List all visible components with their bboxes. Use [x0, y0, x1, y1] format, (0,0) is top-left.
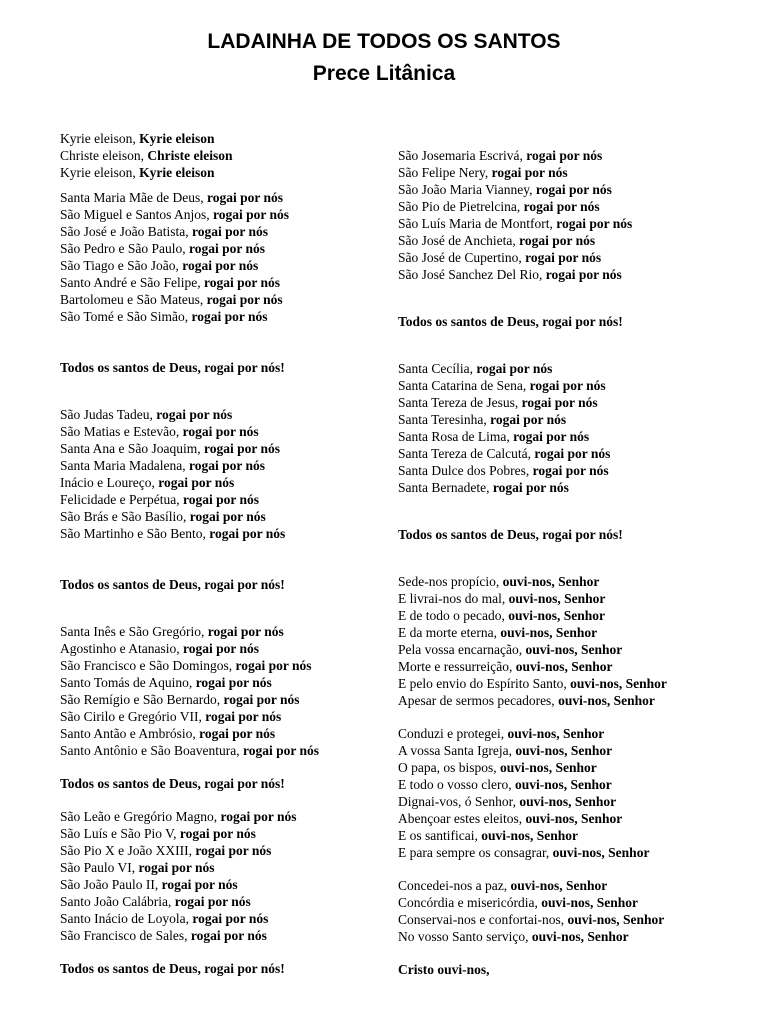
response-text: rogai por nós	[529, 378, 606, 393]
invocation-text: A vossa Santa Igreja,	[398, 743, 516, 758]
response-text: ouvi-nos, Senhor	[567, 912, 665, 927]
invocation-text: São Cirilo e Gregório VII,	[60, 709, 206, 724]
litany-refrain	[60, 359, 285, 376]
litany-line	[398, 928, 629, 945]
litany-line	[60, 808, 296, 825]
invocation-text: São Paulo VI,	[60, 860, 139, 875]
invocation-text: Christe eleison,	[60, 148, 148, 163]
litany-line	[398, 573, 599, 590]
response-text: rogai por nós	[195, 843, 272, 858]
response-text: rogai por nós	[188, 458, 265, 473]
litany-line	[60, 674, 272, 691]
litany-line	[60, 206, 289, 223]
response-text: ouvi-nos, Senhor	[552, 845, 650, 860]
invocation-text: Agostinho e Atanasio,	[60, 641, 183, 656]
invocation-text: São Josemaria Escrivá,	[398, 148, 527, 163]
response-text: rogai por nós	[490, 412, 567, 427]
invocation-text: Abençoar estes eleitos,	[398, 811, 526, 826]
litany-line	[60, 257, 258, 274]
invocation-text: Conservai-nos e confortai-nos,	[398, 912, 568, 927]
response-text: ouvi-nos, Senhor	[500, 625, 598, 640]
invocation-text: O papa, os bispos,	[398, 760, 500, 775]
litany-line	[398, 725, 604, 742]
litany-line	[398, 658, 612, 675]
invocation-text: São José Sanchez Del Rio,	[398, 267, 546, 282]
response-text: ouvi-nos, Senhor	[570, 676, 667, 691]
response-text: ouvi-nos, Senhor	[510, 878, 608, 893]
invocation-text: São João Maria Vianney,	[398, 182, 536, 197]
invocation-text: Santa Bernadete,	[398, 480, 493, 495]
litany-line	[398, 810, 622, 827]
refrain-text: Todos os santos de Deus, rogai por nós!	[60, 577, 285, 592]
response-text: rogai por nós	[545, 267, 622, 282]
response-text: rogai por nós	[205, 709, 282, 724]
litany-line	[398, 692, 655, 709]
invocation-text: Apesar de sermos pecadores,	[398, 693, 559, 708]
litany-refrain	[398, 961, 490, 978]
response-text: rogai por nós	[556, 216, 633, 231]
litany-line	[398, 793, 616, 810]
invocation-text: São Tomé e São Simão,	[60, 309, 192, 324]
litany-line	[60, 164, 214, 181]
invocation-text: São Brás e São Basílio,	[60, 509, 190, 524]
response-text: rogai por nós	[182, 258, 259, 273]
response-text: Kyrie eleison	[139, 165, 215, 180]
refrain-text: Todos os santos de Deus, rogai por nós!	[60, 776, 285, 791]
invocation-text: São Remígio e São Bernardo,	[60, 692, 224, 707]
litany-line	[398, 266, 622, 283]
litany-line	[398, 641, 622, 658]
litany-line	[60, 240, 265, 257]
invocation-text: Santo João Calábria,	[60, 894, 175, 909]
response-text: ouvi-nos, Senhor	[515, 777, 612, 792]
response-text: ouvi-nos, Senhor	[525, 642, 623, 657]
invocation-text: Santa Dulce dos Pobres,	[398, 463, 533, 478]
response-text: rogai por nós	[523, 199, 600, 214]
invocation-text: Bartolomeu e São Mateus,	[60, 292, 207, 307]
litany-line	[60, 491, 259, 508]
litany-line	[60, 825, 256, 842]
response-text: rogai por nós	[138, 860, 215, 875]
invocation-text: São Felipe Nery,	[398, 165, 492, 180]
invocation-text: Santo Tomás de Aquino,	[60, 675, 196, 690]
invocation-text: Kyrie eleison,	[60, 131, 140, 146]
response-text: rogai por nós	[526, 148, 603, 163]
response-text: rogai por nós	[220, 809, 297, 824]
response-text: rogai por nós	[182, 492, 259, 507]
response-text: rogai por nós	[189, 241, 266, 256]
response-text: rogai por nós	[223, 692, 300, 707]
response-text: rogai por nós	[190, 928, 267, 943]
response-text: rogai por nós	[179, 826, 256, 841]
invocation-text: São Luís Maria de Montfort,	[398, 216, 557, 231]
litany-line	[398, 675, 667, 692]
litany-line	[398, 445, 610, 462]
litany-line	[60, 842, 271, 859]
invocation-text: E para sempre os consagrar,	[398, 845, 553, 860]
invocation-text: São Luís e São Pio V,	[60, 826, 180, 841]
page-title: LADAINHA DE TODOS OS SANTOS	[207, 30, 561, 53]
litany-line	[398, 590, 605, 607]
litany-line	[398, 462, 609, 479]
litany-line	[398, 827, 578, 844]
invocation-text: São Martinho e São Bento,	[60, 526, 210, 541]
invocation-text: São Francisco e São Domingos,	[60, 658, 236, 673]
litany-line	[398, 147, 602, 164]
invocation-text: Santa Ana e São Joaquim,	[60, 441, 204, 456]
litany-line	[398, 164, 568, 181]
response-text: rogai por nós	[213, 207, 290, 222]
response-text: ouvi-nos, Senhor	[502, 574, 600, 589]
response-text: ouvi-nos, Senhor	[519, 794, 617, 809]
litany-line	[398, 249, 601, 266]
invocation-text: Santa Rosa de Lima,	[398, 429, 514, 444]
litany-line	[398, 776, 612, 793]
response-text: rogai por nós	[206, 190, 283, 205]
invocation-text: E pelo envio do Espírito Santo,	[398, 676, 571, 691]
litany-line	[60, 406, 232, 423]
response-text: ouvi-nos, Senhor	[525, 811, 623, 826]
litany-line	[398, 877, 607, 894]
invocation-text: São Leão e Gregório Magno,	[60, 809, 221, 824]
litany-line	[398, 742, 612, 759]
litany-line	[60, 440, 280, 457]
litany-line	[60, 691, 300, 708]
invocation-text: E livrai-nos do mal,	[398, 591, 509, 606]
response-text: rogai por nós	[521, 395, 598, 410]
litany-line	[398, 360, 552, 377]
response-text: rogai por nós	[203, 275, 281, 290]
refrain-text: Todos os santos de Deus, rogai por nós!	[398, 527, 623, 542]
litany-line	[398, 394, 598, 411]
response-text: ouvi-nos, Senhor	[507, 726, 605, 741]
refrain-text: Todos os santos de Deus, rogai por nós!	[398, 314, 623, 329]
response-text: rogai por nós	[174, 894, 251, 909]
invocation-text: Santa Cecília,	[398, 361, 477, 376]
litany-line	[60, 657, 312, 674]
litany-line	[60, 725, 275, 742]
response-text: rogai por nós	[206, 292, 283, 307]
invocation-text: São José de Anchieta,	[398, 233, 520, 248]
invocation-text: Kyrie eleison,	[60, 165, 140, 180]
response-text: ouvi-nos, Senhor	[531, 929, 629, 944]
invocation-text: Santa Catarina de Sena,	[398, 378, 530, 393]
invocation-text: E de todo o pecado,	[398, 608, 509, 623]
litany-line	[60, 640, 259, 657]
litany-line	[60, 474, 234, 491]
invocation-text: E da morte eterna,	[398, 625, 501, 640]
invocation-text: Pela vossa encarnação,	[398, 642, 526, 657]
litany-line	[398, 479, 569, 496]
response-text: rogai por nós	[476, 361, 553, 376]
litany-line	[398, 624, 597, 641]
response-text: Kyrie eleison	[139, 131, 215, 146]
invocation-text: Concedei-nos a paz,	[398, 878, 511, 893]
litany-line	[60, 910, 268, 927]
litany-line	[60, 223, 268, 240]
invocation-text: São Pio X e João XXIII,	[60, 843, 196, 858]
invocation-text: Concórdia e misericórdia,	[398, 895, 542, 910]
response-text: rogai por nós	[191, 309, 268, 324]
invocation-text: Santa Teresinha,	[398, 412, 491, 427]
litany-line	[398, 377, 606, 394]
response-text: rogai por nós	[161, 877, 238, 892]
invocation-text: São Judas Tadeu,	[60, 407, 157, 422]
response-text: rogai por nós	[191, 224, 269, 239]
refrain-text: Todos os santos de Deus, rogai por nós!	[60, 961, 285, 976]
response-text: rogai por nós	[519, 233, 596, 248]
response-text: rogai por nós	[199, 726, 276, 741]
litany-line	[60, 291, 283, 308]
litany-line	[398, 198, 600, 215]
litany-refrain	[60, 576, 285, 593]
invocation-text: Dignai-vos, ó Senhor,	[398, 794, 520, 809]
litany-line	[60, 130, 214, 147]
litany-line	[398, 181, 612, 198]
invocation-text: São José de Cupertino,	[398, 250, 526, 265]
invocation-text: Santa Maria Mãe de Deus,	[60, 190, 207, 205]
invocation-text: Sede-nos propício,	[398, 574, 503, 589]
litany-line	[60, 525, 285, 542]
invocation-text: Santo Antônio e São Boaventura,	[60, 743, 243, 758]
response-text: rogai por nós	[535, 182, 612, 197]
response-text: rogai por nós	[491, 165, 568, 180]
litany-line	[398, 232, 595, 249]
litany-refrain	[398, 526, 623, 543]
invocation-text: Santa Inês e São Gregório,	[60, 624, 208, 639]
invocation-text: No vosso Santo serviço,	[398, 929, 532, 944]
litany-line	[60, 623, 284, 640]
response-text: rogai por nós	[525, 250, 602, 265]
litany-line	[60, 274, 280, 291]
response-text: ouvi-nos, Senhor	[508, 591, 606, 606]
litany-line	[60, 742, 319, 759]
response-text: ouvi-nos, Senhor	[508, 608, 605, 623]
invocation-text: Conduzi e protegei,	[398, 726, 508, 741]
litany-refrain	[398, 313, 623, 330]
litany-line	[398, 411, 566, 428]
response-text: rogai por nós	[513, 429, 590, 444]
invocation-text: Morte e ressurreição,	[398, 659, 516, 674]
response-text: rogai por nós	[156, 407, 233, 422]
litany-line	[398, 607, 605, 624]
response-text: rogai por nós	[182, 424, 259, 439]
response-text: ouvi-nos, Senhor	[558, 693, 655, 708]
litany-line	[60, 876, 238, 893]
response-text: rogai por nós	[189, 509, 266, 524]
litany-line	[60, 708, 281, 725]
litany-line	[60, 147, 233, 164]
response-text: rogai por nós	[235, 658, 312, 673]
invocation-text: São Francisco de Sales,	[60, 928, 191, 943]
invocation-text: Inácio e Loureço,	[60, 475, 159, 490]
invocation-text: São Tiago e São João,	[60, 258, 183, 273]
response-text: rogai por nós	[158, 475, 235, 490]
litany-line	[398, 215, 632, 232]
litany-line	[60, 308, 268, 325]
litany-line	[60, 893, 251, 910]
litany-line	[60, 423, 259, 440]
litany-refrain	[60, 960, 285, 977]
litany-line	[398, 428, 589, 445]
invocation-text: São João Paulo II,	[60, 877, 162, 892]
litany-line	[60, 927, 267, 944]
invocation-text: São Miguel e Santos Anjos,	[60, 207, 214, 222]
litany-line	[60, 457, 265, 474]
invocation-text: Santo Inácio de Loyola,	[60, 911, 193, 926]
litany-line	[398, 894, 638, 911]
invocation-text: São Pedro e São Paulo,	[60, 241, 189, 256]
invocation-text: Santo Antão e Ambrósio,	[60, 726, 200, 741]
response-text: ouvi-nos, Senhor	[500, 760, 597, 775]
invocation-text: Santa Maria Madalena,	[60, 458, 189, 473]
response-text: rogai por nós	[203, 441, 281, 456]
invocation-text: São José e João Batista,	[60, 224, 192, 239]
response-text: rogai por nós	[207, 624, 284, 639]
litany-line	[398, 759, 597, 776]
invocation-text: Santa Tereza de Jesus,	[398, 395, 522, 410]
response-text: rogai por nós	[534, 446, 611, 461]
refrain-text: Todos os santos de Deus, rogai por nós!	[60, 360, 285, 375]
invocation-text: E todo o vosso clero,	[398, 777, 515, 792]
response-text: rogai por nós	[192, 911, 269, 926]
refrain-text: Cristo ouvi-nos,	[398, 962, 490, 977]
response-text: ouvi-nos, Senhor	[515, 743, 613, 758]
litany-line	[60, 859, 215, 876]
response-text: Christe eleison	[147, 148, 233, 163]
response-text: ouvi-nos, Senhor	[541, 895, 638, 910]
response-text: rogai por nós	[532, 463, 609, 478]
response-text: ouvi-nos, Senhor	[481, 828, 579, 843]
response-text: rogai por nós	[183, 641, 260, 656]
litany-line	[60, 189, 283, 206]
litany-line	[398, 911, 664, 928]
litany-line	[398, 844, 649, 861]
response-text: rogai por nós	[195, 675, 272, 690]
response-text: ouvi-nos, Senhor	[515, 659, 613, 674]
page-subtitle: Prece Litânica	[312, 62, 456, 85]
response-text: rogai por nós	[209, 526, 286, 541]
litany-line	[60, 508, 266, 525]
invocation-text: Santo André e São Felipe,	[60, 275, 204, 290]
litany-refrain	[60, 775, 285, 792]
response-text: rogai por nós	[492, 480, 569, 495]
invocation-text: São Pio de Pietrelcina,	[398, 199, 524, 214]
invocation-text: Santa Tereza de Calcutá,	[398, 446, 535, 461]
response-text: rogai por nós	[242, 743, 320, 758]
invocation-text: São Matias e Estevão,	[60, 424, 183, 439]
invocation-text: Felicidade e Perpétua,	[60, 492, 183, 507]
invocation-text: E os santificai,	[398, 828, 482, 843]
